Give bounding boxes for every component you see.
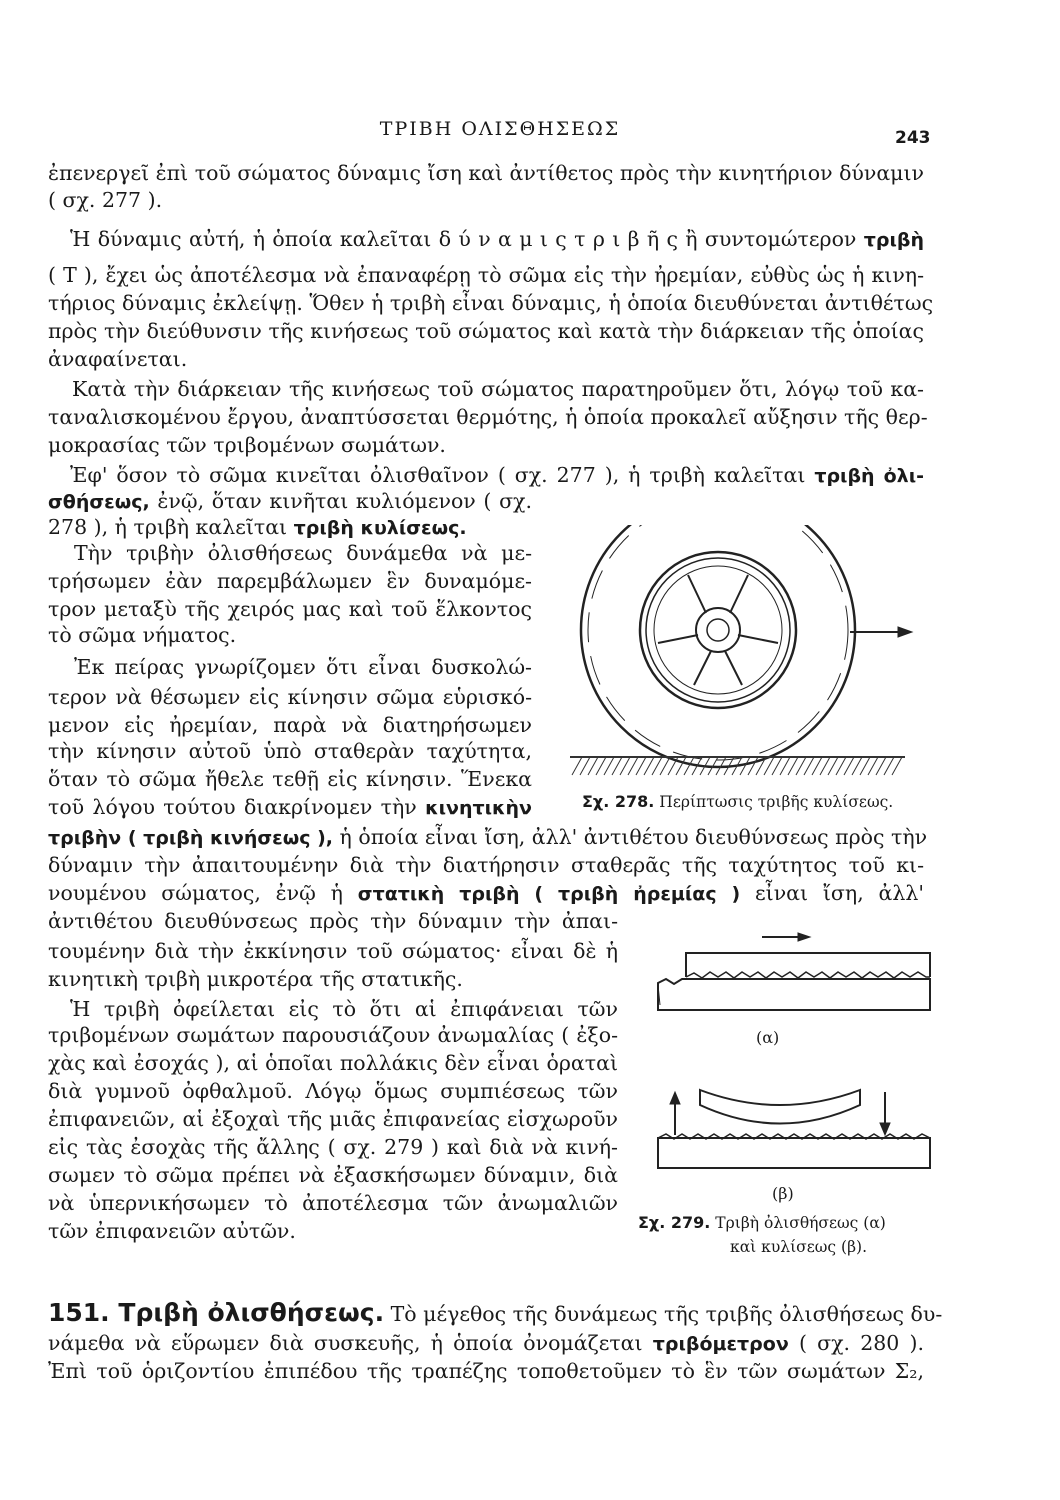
base-surface [658,979,930,1010]
body-line: Ἐπὶ τοῦ ὁριζοντίου ἐπιπέδου τῆς τραπέζης τοποθετοῦμεν τὸ ἓν τῶν σωμάτων Σ₂, [48,1359,924,1383]
figure-278-label: Σχ. 278. [582,792,655,811]
body-line: ἐπιφανειῶν, αἱ ἐξοχαὶ τῆς μιᾶς ἐπιφανείας εἰσχωροῦν [48,1107,618,1131]
body-line: χὰς καὶ ἐσοχάς ), αἱ ὁποῖαι πολλάκις δὲν εἶναι ὁραταὶ [48,1051,618,1075]
text-run: ἡ ὁποία εἶναι ἴση, ἀλλ' ἀντιθέτου διευθύνσεως πρὸς τὴν [333,825,928,849]
body-line: τουμένην διὰ τὴν ἐκκίνησιν τοῦ σώματος· εἶναι δὲ ἡ [48,939,618,963]
tire-tread [588,525,848,760]
text-run: 278 ), ἡ τριβὴ καλεῖται [48,515,294,539]
body-line: ( σχ. 277 ). [48,188,163,212]
body-line: ἀναφαίνεται. [48,347,188,371]
body-line: ὅταν τὸ σῶμα ἤθελε τεθῇ εἰς κίνησιν. Ἕνεκα [48,767,532,791]
body-line: τρον μεταξὺ τῆς χειρός μας καὶ τοῦ ἕλκοντος [48,597,532,621]
figure-278-wheel [560,525,920,785]
text-run: νάμεθα νὰ εὕρωμεν διὰ συσκευῆς, ἡ ὁποία ὀνομάζεται [48,1331,653,1355]
body-line [48,226,924,254]
tire-inner [640,552,796,708]
figure-279-caption-line2: καὶ κυλίσεως (β). [730,1238,868,1256]
body-line: μοκρασίας τῶν τριβομένων σωμάτων. [48,433,446,457]
figure-279-caption [638,1213,886,1232]
body-line: τὸ σῶμα νήματος. [48,623,237,647]
figure-278-text: Περίπτωσις τριβῆς κυλίσεως. [654,793,894,811]
text-run: Ἐκ πείρας γνωρίζομεν ὅτι εἶναι δυσκολώ- [74,655,532,679]
figure-278-caption [582,792,893,811]
text-run: ( σχ. 280 ). [788,1331,924,1355]
body-line [48,654,532,681]
figure-279-text: Τριβὴ ὀλισθήσεως (α) [710,1214,886,1232]
body-line: τὴν κίνησιν αὐτοῦ ὑπὸ σταθερὰν ταχύτητα, [48,739,532,763]
body-line: διὰ γυμνοῦ ὀφθαλμοῦ. Λόγῳ ὅμως συμπιέσεως τῶν [48,1079,618,1103]
figure-279a-label: (α) [756,1028,780,1047]
text-run: ἐνῷ, ὅταν κινῆται κυλιόμενον ( σχ. [149,489,532,513]
up-arrow-icon [670,1092,680,1135]
ground-hatch [570,757,905,775]
body-line: μενον εἰς ἠρεμίαν, παρὰ νὰ διατηρήσωμεν [48,713,532,737]
term-sliding-friction-cont: σθήσεως, [48,491,150,513]
tire-outer [581,525,855,767]
body-line: εἰς τὰς ἐσοχὰς τῆς ἄλλης ( σχ. 279 ) καὶ διὰ νὰ κινή- [48,1135,618,1159]
text-run: Ἡ τριβὴ ὀφείλεται εἰς τὸ ὅτι αἱ ἐπιφάνειαι τῶν [70,997,618,1021]
rim-outer [646,558,790,702]
body-line [48,488,532,516]
body-line: κινητικὴ τριβὴ μικροτέρα τῆς στατικῆς. [48,967,463,991]
body-line: δύναμιν τὴν ἀπαιτουμένην διὰ τὴν διατήρησιν σταθερᾶς τῆς ταχύτητος τοῦ κι- [48,853,924,877]
text-run: Τὸ μέγεθος τῆς δυνάμεως τῆς τριβῆς ὀλισθήσεως δυ- [384,1302,943,1326]
body-line: τῶν ἐπιφανειῶν αὐτῶν. [48,1219,296,1243]
body-line [48,996,618,1023]
hub-inner [707,619,729,641]
body-line [48,1330,924,1358]
term-kinetic-friction: τριβὴν ( τριβὴ κινήσεως ), [48,827,334,849]
body-line: ἀντιθέτου διευθύνσεως πρὸς τὴν δύναμιν τὴν ἀπαι- [48,909,618,933]
text-run: νουμένου σώματος, ἐνῷ ἡ [48,881,358,905]
running-header: ΤΡΙΒΗ ΟΛΙΣΘΗΣΕΩΣ [379,118,621,140]
section-151-line [48,1296,943,1331]
term-friction: τριβὴ [863,229,924,251]
hub-outer [696,608,740,652]
curved-body [700,1090,860,1124]
body-line [48,376,924,403]
term-static-friction: στατικὴ τριβὴ ( τριβὴ ἠρεμίας ) [357,883,741,905]
rough-interface [686,972,930,978]
base-surface [658,1138,930,1168]
text-run: Τὴν τριβὴν ὀλισθήσεως δυνάμεθα νὰ με- [74,541,532,565]
figure-279b-rolling [650,1080,940,1175]
body-line [48,824,928,852]
rim-inner [654,566,782,694]
body-line: ἐπενεργεῖ ἐπὶ τοῦ σώματος δύναμις ἴση καὶ ἀντίθετος πρὸς τὴν κινητήριον δύναμιν [48,161,924,185]
body-line: νὰ ὑπερνικήσωμεν τὸ ἀποτέλεσμα τῶν ἀνωμαλιῶν [48,1191,618,1215]
down-arrow-icon [880,1092,890,1135]
text-run: Κατὰ τὴν διάρκειαν τῆς κινήσεως τοῦ σώματος παρατηροῦμεν ὅτι, λόγῳ τοῦ κα- [72,377,924,401]
text-run: Ἡ δύναμις αὐτή, ἡ ὁποία καλεῖται δ ύ ν α μ ι ς τ ρ ι β ῆ ς ἢ συντομώτερον [70,227,864,251]
body-line: πρὸς τὴν διεύθυνσιν τῆς κινήσεως τοῦ σώματος καὶ κατὰ τὴν διάρκειαν τῆς ὁποίας [48,319,924,343]
body-line: ταναλισκομένου ἔργου, ἀναπτύσσεται θερμότης, ἡ ὁποία προκαλεῖ αὔξησιν τῆς θερ- [48,405,928,429]
body-line: τριβομένων σωμάτων παρουσιάζουν ἀνωμαλίας ( ἐξο- [48,1023,618,1047]
body-line: τερον νὰ θέσωμεν εἰς κίνησιν σῶμα εὑρισκό- [48,685,532,709]
text-run: Ἐφ' ὅσον τὸ σῶμα κινεῖται ὀλισθαῖνον ( σχ. 277 ), ἡ τριβὴ καλεῖται [70,463,815,487]
body-line: σωμεν τὸ σῶμα πρέπει νὰ ἐξασκήσωμεν δύναμιν, διὰ [48,1163,618,1187]
body-line: ( Τ ), ἔχει ὡς ἀποτέλεσμα νὰ ἐπαναφέρῃ τὸ σῶμα εἰς τὴν ἠρεμίαν, εὐθὺς ὡς ἡ κινη- [48,263,924,287]
term-sliding-friction: τριβὴ ὀλι- [814,465,924,487]
force-arrow-icon [762,933,810,941]
figure-279b-label: (β) [772,1184,794,1203]
body-line [48,514,532,542]
term-tribometer: τριβόμετρον [652,1333,789,1355]
figure-279-label: Σχ. 279. [638,1213,711,1232]
body-line [48,540,532,567]
body-line [48,880,924,908]
direction-arrow-icon [850,627,912,637]
spokes [658,575,778,685]
figure-279a-sliding-block [650,925,940,1020]
term-kinetic: κινητικὴν [425,797,532,819]
body-line: τρήσωμεν ἐὰν παρεμβάλωμεν ἓν δυναμόμε- [48,569,532,593]
page-number: 243 [895,128,931,148]
section-heading: 151. Τριβὴ ὀλισθήσεως. [48,1298,385,1327]
text-run: εἶναι ἴση, ἀλλ' [740,881,925,905]
body-line [48,794,532,822]
text-run: τοῦ λόγου τούτου διακρίνομεν τὴν [48,795,426,819]
term-rolling-friction: τριβὴ κυλίσεως. [293,517,467,539]
body-line [48,462,924,490]
body-line: τήριος δύναμις ἐκλείψῃ. Ὅθεν ἡ τριβὴ εἶναι δύναμις, ἡ ὁποία διευθύνεται ἀντιθέτως [48,291,934,315]
